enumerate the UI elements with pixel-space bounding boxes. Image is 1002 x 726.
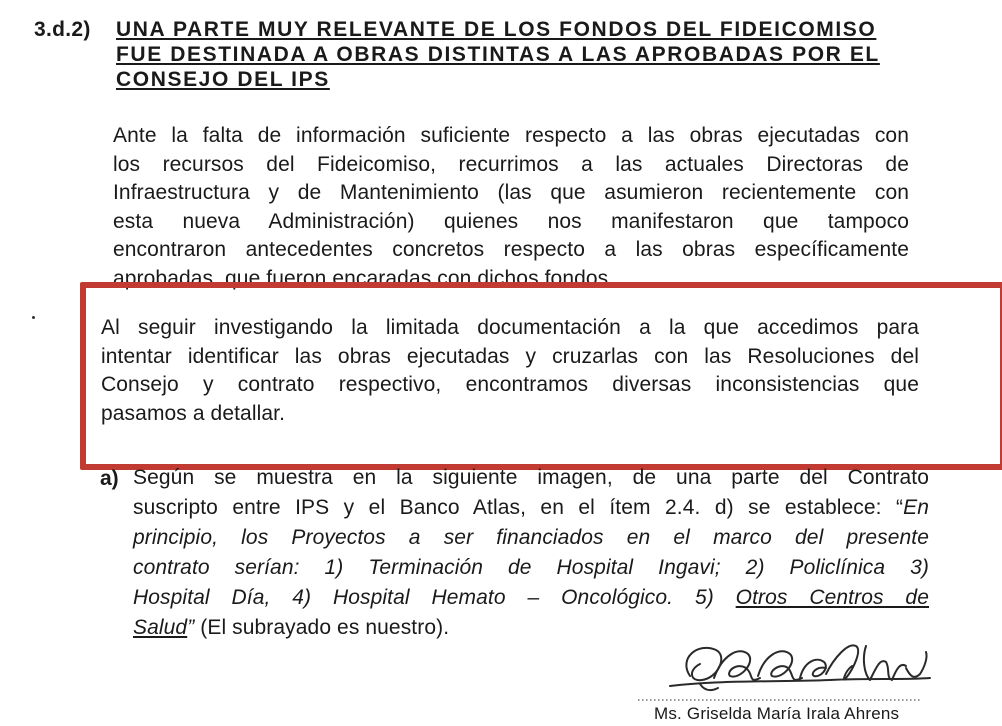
close-quote: ” [187,616,195,639]
underlined-quote-text: Salud [133,616,188,639]
paragraph-line: Consejo y contrato respectivo, encontramos diversas inconsistencias que [101,373,919,396]
underlined-quote-text: Otros Centros de [735,586,929,609]
section-number: 3.d.2) [34,18,91,41]
list-item-a [133,463,929,643]
scan-speck [32,316,35,319]
list-marker-a: a) [100,467,119,490]
paragraph-line: pasamos a detallar. [101,401,286,425]
quote-line: principio, los Proyectos a ser financiados en el marco del presente [133,526,929,549]
section-title-line: UNA PARTE MUY RELEVANTE DE LOS FONDOS DEL FIDEICOMISO [116,18,877,41]
paragraph-line: aprobadas, que fueron encaradas con dichos fondos. [113,266,615,290]
paragraph-line: Infraestructura y de Mantenimiento (las que asumieron recientemente con [113,181,909,204]
signer-name: Ms. Griselda María Irala Ahrens [654,704,900,723]
item-line: Según se muestra en la siguiente imagen, de una parte del Contrato [133,466,929,489]
signature-block [630,628,970,726]
paragraph-line: encontraron antecedentes concretos respecto a las obras específicamente [113,238,909,261]
quote-text: En [903,496,929,519]
quote-line [133,583,929,613]
paragraph-highlighted [101,314,919,428]
paragraph-line: Al seguir investigando la limitada documentación a la que accedimos para [101,316,919,339]
section-title-line: CONSEJO DEL IPS [116,68,330,91]
paragraph-line: esta nueva Administración) quienes nos manifestaron que tampoco [113,209,909,233]
section-title [116,17,916,92]
item-line [133,493,929,523]
paragraph-context [113,122,909,293]
section-title-line: FUE DESTINADA A OBRAS DISTINTAS A LAS APROBADAS POR EL [116,43,880,66]
paragraph-line: intentar identificar las obras ejecutadas y cruzarlas con las Resoluciones del [101,344,919,368]
item-text: (El subrayado es nuestro). [194,616,450,639]
quote-text: Hospital Día, 4) Hospital Hemato – Oncológico. 5) [133,586,736,609]
handwritten-signature [630,628,970,708]
paragraph-line: Ante la falta de información suficiente respecto a las obras ejecutadas con [113,124,909,147]
quote-line: contrato serían: 1) Terminación de Hospital Ingavi; 2) Policlínica 3) [133,556,929,579]
item-text: suscripto entre IPS y el Banco Atlas, en el ítem 2.4. d) se establece: “ [133,496,904,519]
paragraph-line: los recursos del Fideicomiso, recurrimos a las actuales Directoras de [113,152,909,176]
